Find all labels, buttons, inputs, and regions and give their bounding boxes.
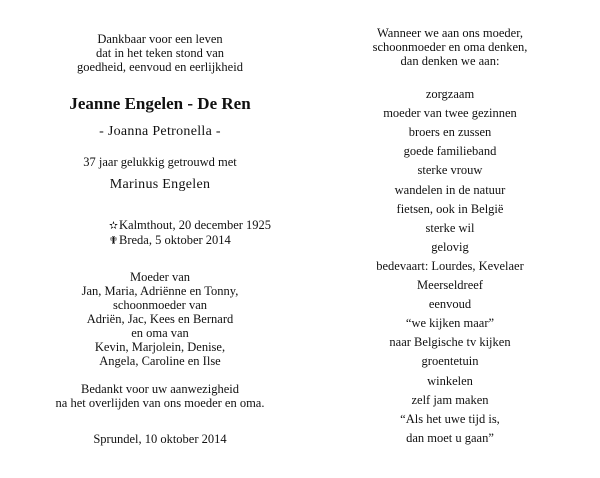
trait-item: zelf jam maken (411, 392, 489, 407)
trait-item: bedevaart: Lourdes, Kevelaer (376, 258, 524, 273)
right-intro-line-3: dan denken we aan: (400, 54, 500, 68)
trait-item: goede familieband (403, 144, 497, 159)
place-date: Sprundel, 10 oktober 2014 (93, 432, 227, 446)
trait-item: moeder van twee gezinnen (383, 106, 517, 121)
married-text: 37 jaar gelukkig getrouwd met (83, 155, 237, 169)
thanks-line-1: Bedankt voor uw aanwezigheid (81, 382, 239, 396)
trait-item: winkelen (427, 373, 473, 388)
family-line-6: Kevin, Marjolein, Denise, (94, 340, 226, 354)
given-name: - Joanna Petronella - (99, 124, 221, 139)
trait-item: broers en zussen (408, 125, 492, 140)
trait-item: groentetuin (421, 354, 479, 369)
cross-icon: ✟ (108, 235, 119, 247)
family-line-5: en oma van (131, 326, 189, 340)
death-line (108, 233, 231, 248)
trait-item: zorgzaam (425, 87, 475, 101)
birth-text: Kalmthout, 20 december 1925 (119, 218, 272, 232)
spouse-name: Marinus Engelen (109, 177, 211, 192)
birth-line (108, 218, 271, 233)
trait-item: eenvoud (428, 297, 472, 312)
trait-item: dan moet u gaan” (406, 430, 494, 445)
trait-item: “Als het uwe tijd is, (400, 411, 500, 426)
deceased-name: Jeanne Engelen - De Ren (69, 94, 251, 113)
trait-item: “we kijken maar” (405, 316, 495, 331)
intro-line-1: Dankbaar voor een leven (97, 32, 223, 46)
intro-line-3: goedheid, eenvoud en eerlijkheid (77, 60, 243, 74)
family-line-4: Adriën, Jac, Kees en Bernard (86, 312, 234, 326)
right-intro-line-2: schoonmoeder en oma denken, (372, 40, 528, 54)
trait-item: gelovig (431, 239, 469, 254)
death-text: Breda, 5 oktober 2014 (119, 233, 231, 247)
right-intro-line-1: Wanneer we aan ons moeder, (377, 26, 523, 40)
trait-item: naar Belgische tv kijken (389, 335, 511, 350)
trait-item: fietsen, ook in België (396, 201, 504, 216)
family-line-2: Jan, Maria, Adriënne en Tonny, (81, 284, 239, 298)
trait-item: sterke wil (425, 220, 475, 235)
trait-item: wandelen in de natuur (394, 182, 506, 197)
intro-line-2: dat in het teken stond van (95, 46, 225, 60)
family-line-1: Moeder van (129, 270, 191, 284)
family-line-7: Angela, Caroline en Ilse (99, 354, 221, 368)
star-icon: ✫ (108, 220, 119, 232)
trait-item: sterke vrouw (417, 163, 483, 178)
thanks-line-2: na het overlijden van ons moeder en oma. (55, 396, 265, 410)
family-line-3: schoonmoeder van (112, 298, 208, 312)
trait-item: Meerseldreef (417, 278, 483, 292)
